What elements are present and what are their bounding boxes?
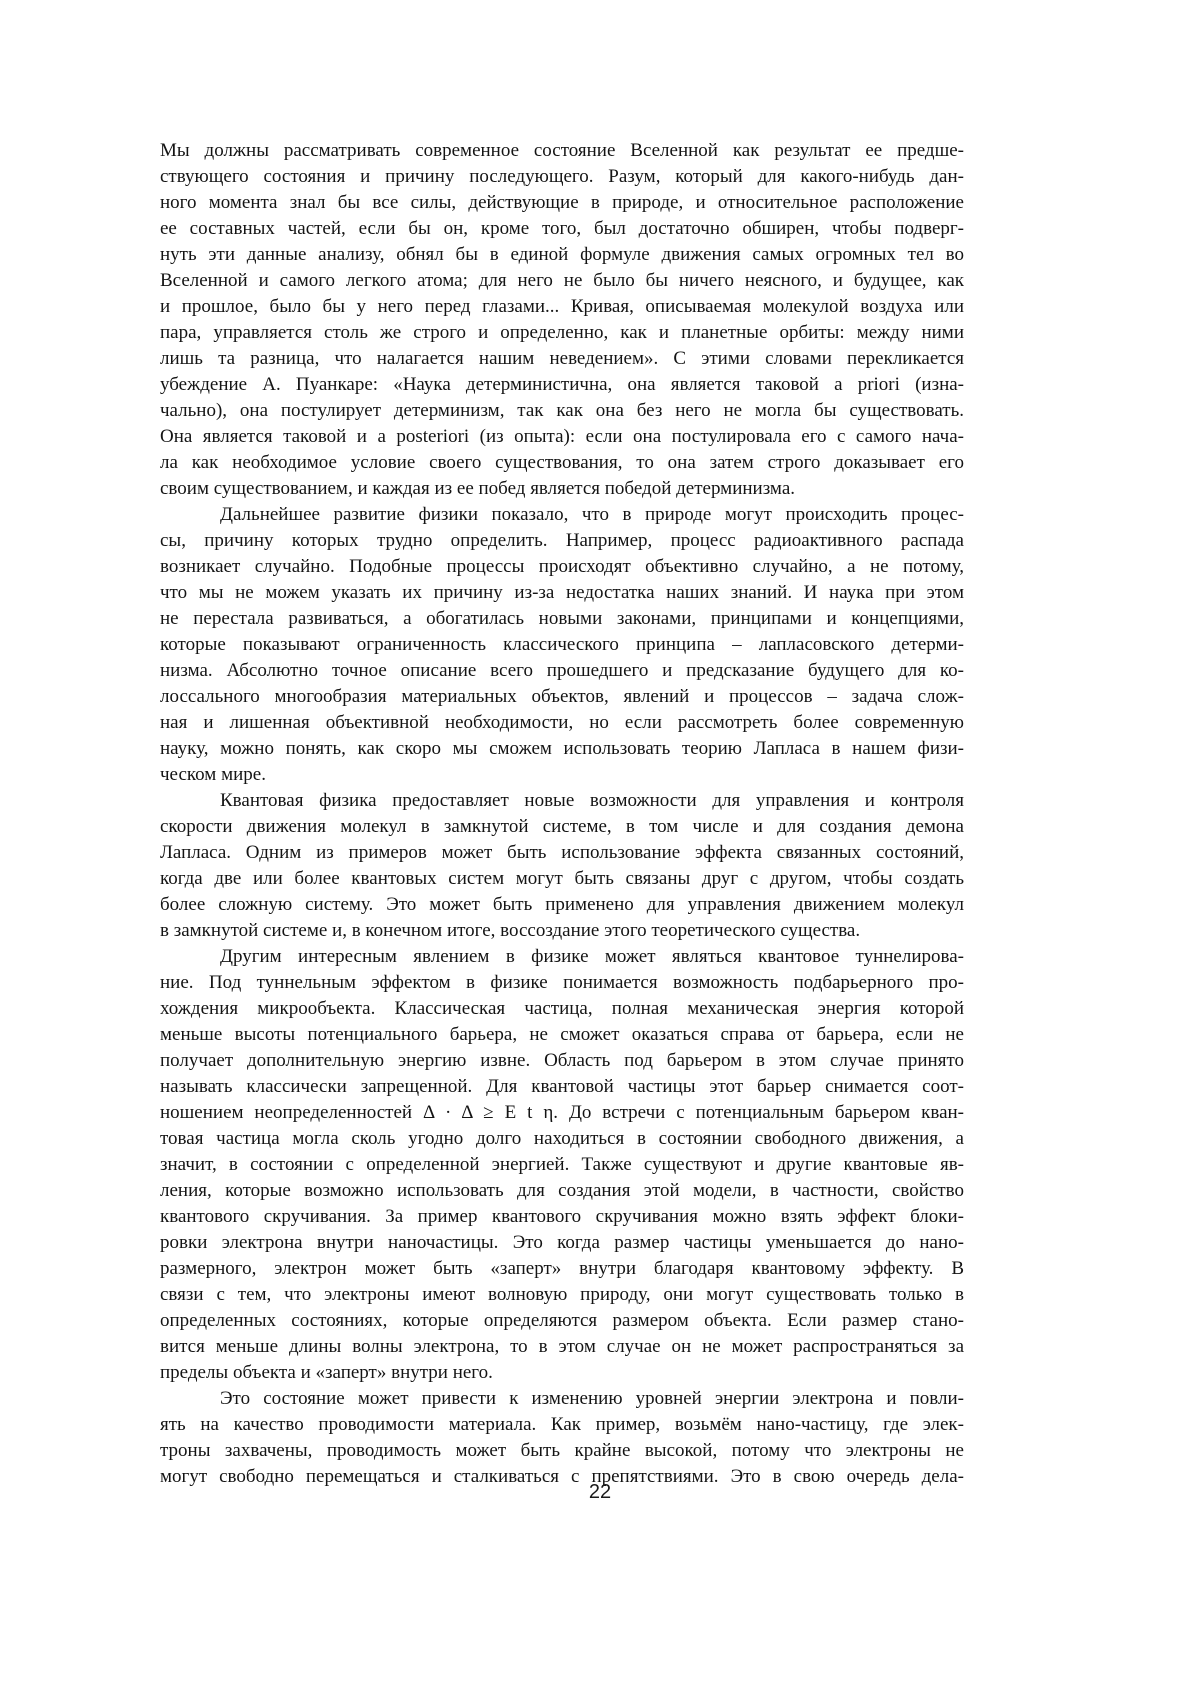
text-line: не перестала развиваться, а обогатилась новыми законами, принципами и концепциями, [160, 608, 964, 629]
text-line: науку, можно понять, как скоро мы сможем использовать теорию Лапласа в нашем физи- [160, 738, 964, 759]
text-line: могут свободно перемещаться и сталкиваться с препятствиями. Это в свою очередь дела- [160, 1466, 964, 1487]
text-line: ношением неопределенностей Δ · Δ ≥ E t η. До встречи с потенциальным барьером кван- [160, 1102, 964, 1123]
text-line: троны захвачены, проводимость может быть крайне высокой, потому что электроны не [160, 1440, 964, 1461]
text-line: Дальнейшее развитие физики показало, что в природе могут происходить процес- [220, 504, 964, 525]
text-line: Лапласа. Одним из примеров может быть использование эффекта связанных состояний, [160, 842, 964, 863]
text-line: определенных состояниях, которые определяются размером объекта. Если размер стано- [160, 1310, 964, 1331]
text-line: пара, управляется столь же строго и определенно, как и планетные орбиты: между ними [160, 322, 964, 343]
text-line: лишь та разница, что налагается нашим неведением». С этими словами перекликается [160, 348, 964, 369]
body-text [160, 138, 964, 1490]
text-line: ять на качество проводимости материала. Как пример, возьмём нано-частицу, где элек- [160, 1414, 964, 1435]
text-line: ровки электрона внутри наночастицы. Это когда размер частицы уменьшается до нано- [160, 1232, 964, 1253]
text-line: ческом мире. [160, 764, 266, 785]
text-line: и прошлое, было бы у него перед глазами... Кривая, описываемая молекулой воздуха или [160, 296, 964, 317]
text-line: Вселенной и самого легкого атома; для него не было бы ничего неясного, и будущее, как [160, 270, 964, 291]
text-line: размерного, электрон может быть «заперт» внутри благодаря квантовому эффекту. В [160, 1258, 964, 1279]
text-line: чально), она постулирует детерминизм, так как она без него не могла бы существовать. [160, 400, 964, 421]
text-line: получает дополнительную энергию извне. Область под барьером в этом случае принято [160, 1050, 964, 1071]
text-line: низма. Абсолютно точное описание всего прошедшего и предсказание будущего для ко- [160, 660, 964, 681]
text-line: возникает случайно. Подобные процессы происходят объективно случайно, а не потому, [160, 556, 964, 577]
text-line: сы, причину которых трудно определить. Например, процесс радиоактивного распада [160, 530, 964, 551]
text-line: лоссального многообразия материальных объектов, явлений и процессов – задача слож- [160, 686, 964, 707]
text-line: значит, в состоянии с определенной энергией. Также существуют и другие квантовые яв- [160, 1154, 964, 1175]
text-line: хождения микрообъекта. Классическая частица, полная механическая энергия которой [160, 998, 964, 1019]
text-line: пределы объекта и «заперт» внутри него. [160, 1362, 493, 1383]
text-line: Она является таковой и a posteriori (из опыта): если она постулировала его с самого нача- [160, 426, 964, 447]
text-line: вится меньше длины волны электрона, то в этом случае он не может распространяться за [160, 1336, 964, 1357]
text-line: ее составных частей, если бы он, кроме того, был достаточно обширен, чтобы подверг- [160, 218, 964, 239]
text-line: квантового скручивания. За пример квантового скручивания можно взять эффект блоки- [160, 1206, 964, 1227]
text-line: в замкнутой системе и, в конечном итоге, воссоздание этого теоретического существа. [160, 920, 861, 941]
text-line: что мы не можем указать их причину из-за недостатка наших знаний. И наука при этом [160, 582, 964, 603]
text-line: товая частица могла сколь угодно долго находиться в состоянии свободного движения, а [160, 1128, 964, 1149]
text-line: убеждение А. Пуанкаре: «Наука детерминистична, она является таковой a priori (изна- [160, 374, 964, 395]
text-line: ствующего состояния и причину последующего. Разум, который для какого-нибудь дан- [160, 166, 964, 187]
text-line: скорости движения молекул в замкнутой системе, в том числе и для создания демона [160, 816, 964, 837]
text-line: ления, которые возможно использовать для создания этой модели, в частности, свойство [160, 1180, 964, 1201]
text-line: более сложную систему. Это может быть применено для управления движением молекул [160, 894, 964, 915]
text-line: нуть эти данные анализу, обнял бы в единой формуле движения самых огромных тел во [160, 244, 964, 265]
text-line: меньше высоты потенциального барьера, не сможет оказаться справа от барьера, если не [160, 1024, 964, 1045]
page-number: 22 [588, 1481, 612, 1503]
text-line: ная и лишенная объективной необходимости, но если рассмотреть более современную [160, 712, 964, 733]
text-line: Это состояние может привести к изменению уровней энергии электрона и повли- [220, 1388, 964, 1409]
text-line: связи с тем, что электроны имеют волновую природу, они могут существовать только в [160, 1284, 964, 1305]
text-line: называть классически запрещенной. Для квантовой частицы этот барьер снимается соот- [160, 1076, 964, 1097]
text-line: ла как необходимое условие своего существования, то она затем строго доказывает его [160, 452, 964, 473]
text-line: Мы должны рассматривать современное состояние Вселенной как результат ее предше- [160, 140, 964, 161]
text-line: которые показывают ограниченность классического принципа – лапласовского детерми- [160, 634, 964, 655]
text-line: ного момента знал бы все силы, действующие в природе, и относительное расположение [160, 192, 964, 213]
text-line: Квантовая физика предоставляет новые возможности для управления и контроля [220, 790, 964, 811]
text-line: своим существованием, и каждая из ее побед является победой детерминизма. [160, 478, 796, 499]
text-line: Другим интересным явлением в физике может являться квантовое туннелирова- [220, 946, 964, 967]
text-line: ние. Под туннельным эффектом в физике понимается возможность подбарьерного про- [160, 972, 964, 993]
text-line: когда две или более квантовых систем могут быть связаны друг с другом, чтобы создать [160, 868, 964, 889]
